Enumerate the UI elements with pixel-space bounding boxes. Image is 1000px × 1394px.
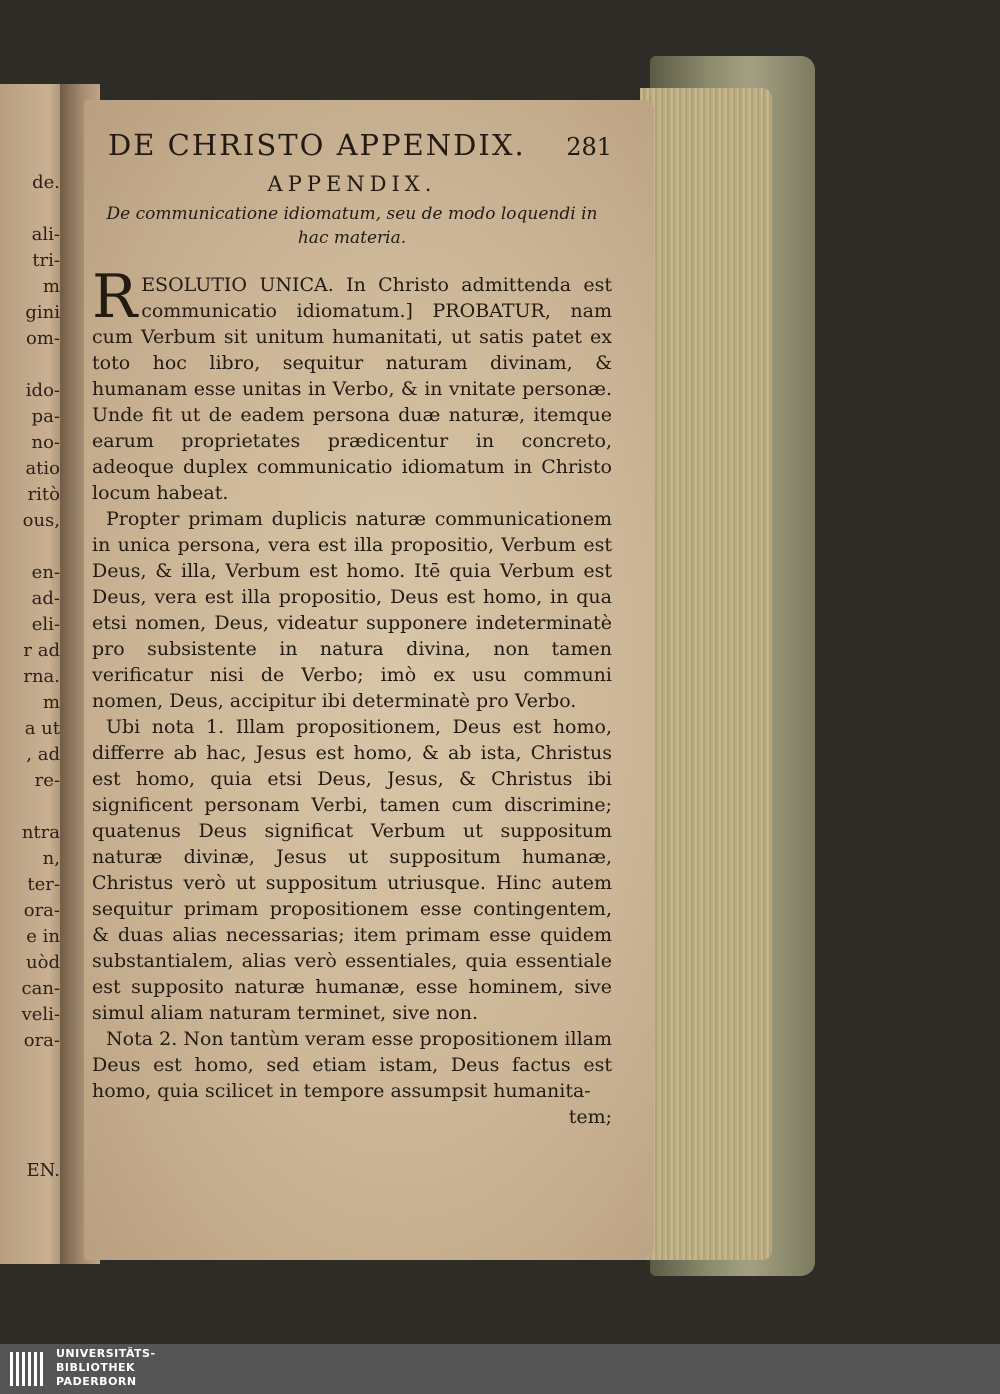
facing-page-fragment: ous, (22, 510, 60, 531)
facing-page-fragment: veli- (21, 1004, 60, 1025)
facing-page-fragment: n, (42, 848, 60, 869)
facing-page-fragment: atio (25, 458, 60, 479)
facing-page-fragment: , ad (26, 744, 60, 765)
facing-page-fragment: m (42, 692, 60, 713)
facing-page-fragment: gini (25, 302, 60, 323)
paragraph: Ubi nota 1. Illam propositionem, Deus est homo, differre ab hac, Jesus est homo, & ab ista, Christus est homo, quia etsi Deus, Jesus, & Christus ibi significent personam Verbi, tamen cum discrimine; quatenus Deus significat Verbum ut suppositum naturæ divinæ, Jesus ut suppositum humanæ, Christus verò ut suppositum utriusque. Hinc autem sequitur primam propositionem esse contingentem, & duas alias necessarias; item primam esse quidem substantialem, alias verò essentiales, quia essentiale est supposito naturæ humanæ, esse hominem, sive simul aliam naturam terminet, sive non. (92, 716, 612, 1024)
paragraph-text: ESOLUTIO UNICA. In Christo admittenda est communicatio idiomatum.] PROBATUR, nam cum Verbum sit unitum humanitati, ut satis patet ex toto hoc libro, sequitur naturam divinam, & humanam esse unitas in Verbo, & in vnitate personæ. Unde fit ut de eadem persona duæ naturæ, itemque earum proprietates prædicentur in concreto, adeoque duplex communicatio idiomatum in Christo locum habeat. (92, 274, 612, 504)
paragraph (92, 262, 612, 506)
page-edges (640, 88, 772, 1260)
facing-page-fragment: tri- (32, 250, 60, 271)
library-logo-icon (8, 1348, 48, 1390)
facing-page-fragment: ter- (27, 874, 60, 895)
library-name-line: PADERBORN (56, 1375, 137, 1388)
facing-page-fragment: ido- (25, 380, 60, 401)
facing-page-fragment: ntra (21, 822, 60, 843)
page-number: 281 (566, 133, 612, 161)
facing-page-fragment (0, 1106, 62, 1132)
facing-page-fragment (0, 196, 62, 222)
section-title: APPENDIX. (267, 172, 437, 196)
running-head-text: DE CHRISTO APPENDIX. (108, 128, 526, 162)
facing-page-fragment: r ad (23, 640, 60, 661)
facing-page-fragment: ritò (27, 484, 60, 505)
drop-capital: R (92, 262, 138, 332)
facing-page-fragment: de. (32, 172, 60, 193)
facing-page-fragment (0, 1080, 62, 1106)
facing-page-fragment: eli- (31, 614, 60, 635)
body-text (92, 262, 612, 1130)
facing-page-fragment: re- (34, 770, 60, 791)
facing-page-fragment: ora- (23, 900, 60, 921)
facing-page-fragment (0, 352, 62, 378)
facing-page-fragment: ora- (23, 1030, 60, 1051)
facing-page-fragment: EN. (26, 1160, 60, 1181)
subtitle-line: hac materia. (297, 228, 407, 248)
facing-page-fragment: no- (31, 432, 60, 453)
facing-page-fragment (0, 534, 62, 560)
facing-page-fragment: om- (26, 328, 60, 349)
paragraph: Propter primam duplicis naturæ communicationem in unica persona, vera est illa propositio, Verbum est Deus, & illa, Verbum est homo. Itē quia Verbum est Deus, vera est illa propositio, Deus est homo, in qua etsi nomen, Deus, videatur supponere indeterminatè pro subsistente in natura divina, non tamen verificatur nisi de Verbo; imò ex usu communi nomen, Deus, accipitur ibi determinatè pro Verbo. (92, 508, 612, 712)
library-name (56, 1347, 156, 1389)
paragraph: Nota 2. Non tantùm veram esse propositionem illam Deus est homo, sed etiam istam, Deus factus est homo, quia scilicet in tempore assumpsit humanita- (92, 1028, 612, 1102)
subtitle-line: De communicatione idiomatum, seu de modo loquendi in (106, 204, 598, 224)
facing-page-fragment: en- (31, 562, 60, 583)
facing-page-fragment: ad- (31, 588, 60, 609)
facing-page-fragment: pa- (31, 406, 60, 427)
facing-page-fragment (0, 1054, 62, 1080)
facing-page-fragment (0, 794, 62, 820)
library-footer (0, 1344, 1000, 1394)
section-subtitle (92, 202, 612, 250)
facing-page-fragment: can- (21, 978, 60, 999)
facing-page-fragment: uòd (26, 952, 60, 973)
facing-page-fragment: ali- (31, 224, 60, 245)
facing-page-text (0, 170, 62, 1184)
page-content (92, 128, 612, 1130)
facing-page-fragment: a ut (24, 718, 60, 739)
library-name-line: UNIVERSITÄTS- (56, 1347, 156, 1360)
facing-page-fragment: rna. (23, 666, 60, 687)
catchword: tem; (568, 1106, 612, 1128)
facing-page-fragment (0, 1132, 62, 1158)
running-head (92, 128, 612, 162)
facing-page-fragment: e in (26, 926, 60, 947)
facing-page-fragment: m (42, 276, 60, 297)
library-name-line: BIBLIOTHEK (56, 1361, 136, 1374)
